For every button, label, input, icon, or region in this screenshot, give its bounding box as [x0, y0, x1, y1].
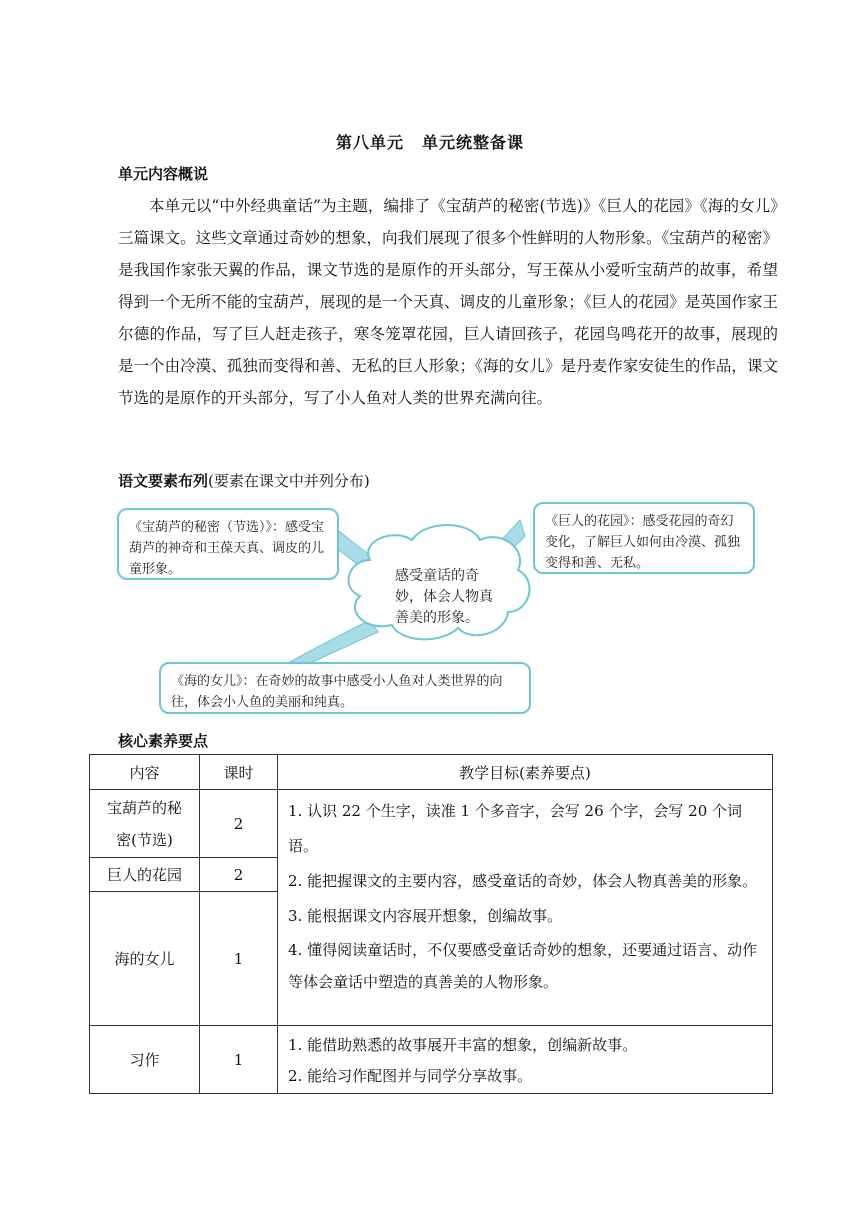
goals-cell-group1 [278, 790, 773, 1026]
goal-item: 1. 认识 22 个生字，读准 1 个多音字，会写 26 个字，会写 20 个词语。 [288, 802, 743, 855]
core-literacy-table [89, 754, 773, 1094]
row-hours: 1 [200, 892, 278, 1026]
bubble-little-mermaid: 《海的女儿》：在奇妙的故事中感受小人鱼对人类世界的向往，体会小人鱼的美丽和纯真。 [159, 662, 531, 714]
header-content: 内容 [90, 755, 200, 790]
header-hours: 课时 [200, 755, 278, 790]
row-hours: 1 [200, 1026, 278, 1094]
goal-item: 3. 能根据课文内容展开想象，创编故事。 [288, 907, 563, 925]
row-hours: 2 [200, 858, 278, 892]
goal-item: 1. 能借助熟悉的故事展开丰富的想象，创编新故事。 [288, 1036, 638, 1054]
cloud-text: 感受童话的奇妙，体会人物真善美的形象。 [395, 568, 493, 626]
elements-heading-text: 语文要素布列 [118, 472, 209, 490]
elements-heading-note: (要素在课文中并列分布) [208, 472, 370, 490]
header-goals: 教学目标(素养要点) [278, 755, 773, 790]
table-row [90, 790, 773, 858]
section-heading-core: 核心素养要点 [118, 732, 209, 750]
goal-item: 4. 懂得阅读童话时，不仅要感受童话奇妙的想象，还要通过语言、动作等体会童话中塑造的真善美的人物形象。 [288, 941, 758, 991]
goals-cell-group2 [278, 1026, 773, 1094]
row-content: 习作 [90, 1026, 200, 1094]
goal-item: 2. 能给习作配图并与同学分享故事。 [288, 1067, 533, 1085]
table-row [90, 1026, 773, 1094]
row-content: 巨人的花园 [90, 858, 200, 892]
unit-subtitle: 单元统整备课 [422, 133, 525, 152]
section-heading-overview: 单元内容概说 [118, 165, 209, 183]
bubble-giant-garden: 《巨人的花园》：感受花园的奇幻变化，了解巨人如何由冷漠、孤独变得和善、无私。 [533, 502, 755, 574]
bubble-baohulu: 《宝葫芦的秘密（节选）》：感受宝葫芦的神奇和王葆天真、调皮的儿童形象。 [117, 508, 339, 580]
table-header-row [90, 755, 773, 790]
unit-number: 第八单元 [335, 133, 404, 152]
row-content: 宝葫芦的秘密(节选) [90, 790, 200, 858]
connector-bottom [290, 620, 378, 668]
goal-item: 2. 能把握课文的主要内容，感受童话的奇妙，体会人物真善美的形象。 [288, 872, 758, 890]
row-content: 海的女儿 [90, 892, 200, 1026]
overview-paragraph: 本单元以“中外经典童话”为主题，编排了《宝葫芦的秘密(节选)》《巨人的花园》《海的女儿》三篇课文。这些文章通过奇妙的想象，向我们展现了很多个性鲜明的人物形象。《宝葫芦的秘密》是我国作家张天翼的作品，课文节选的是原作的开头部分，写王葆从小爱听宝葫芦的故事，希望得到一个无所不能的宝葫芦，展现的是一个天真、调皮的儿童形象；《巨人的花园》是英国作家王尔德的作品，写了巨人赶走孩子，寒冬笼罩花园，巨人请回孩子，花园鸟鸣花开的故事，展现的是一个由冷漠、孤独而变得和善、无私的巨人形象；《海的女儿》是丹麦作家安徒生的作品，课文节选的是原作的开头部分，写了小人鱼对人类的世界充满向往。 [118, 197, 778, 407]
row-hours: 2 [200, 790, 278, 858]
